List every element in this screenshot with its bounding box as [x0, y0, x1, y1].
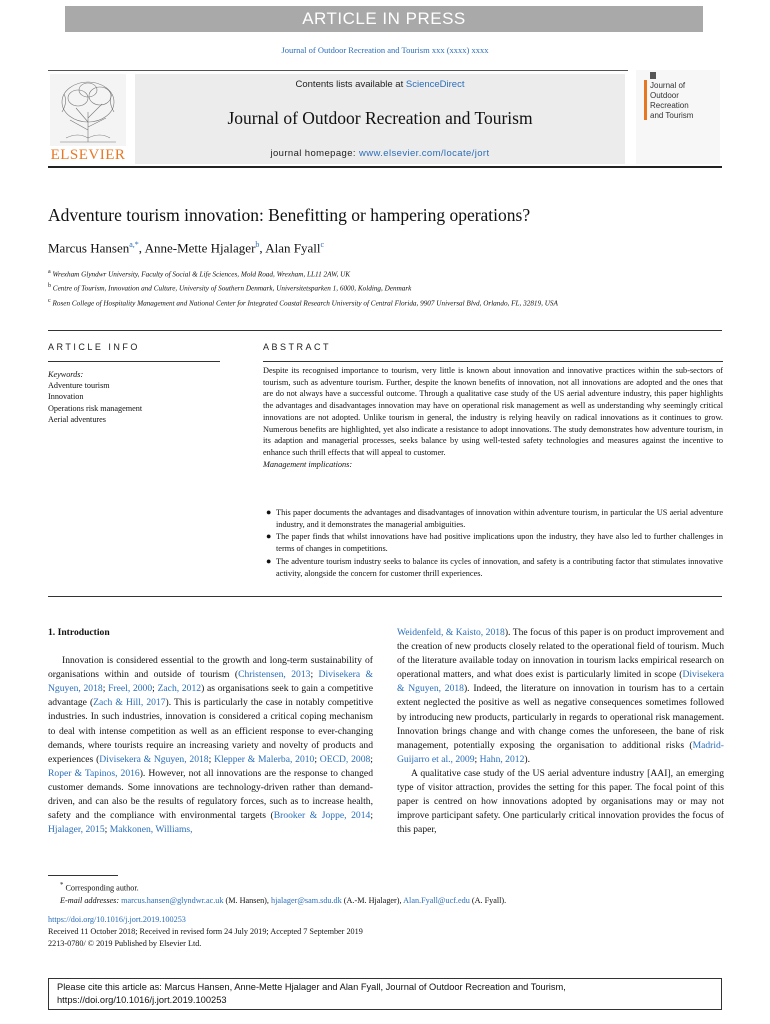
- contents-prefix: Contents lists available at: [295, 79, 406, 90]
- citation-link[interactable]: Klepper & Malerba, 2010: [214, 753, 315, 765]
- paragraph-text: ;: [370, 810, 373, 822]
- paragraph-text: ) as organisations seek to gain a competitive advantage (: [48, 683, 373, 709]
- affiliation-text: Centre of Tourism, Innovation and Culture, University of Southern Denmark, Universitetsparken 1, 6000, Kolding, Denmark: [52, 284, 412, 293]
- email-owner: (A. Fyall).: [469, 895, 507, 905]
- email-owner: (A.-M. Hjalager),: [341, 895, 404, 905]
- author-name: Anne-Mette Hjalager: [144, 240, 256, 256]
- paragraph-text: ). The focus of this paper is on product improvement and the creation of new products closely related to the operational field of tourism. Much of the literature available today on innovation in tourism lacks empirical research on operational matters, and what does exist is particularly limited in scope (: [397, 627, 724, 681]
- journal-homepage-link[interactable]: www.elsevier.com/locate/jort: [359, 148, 490, 159]
- management-implications-list: [263, 507, 723, 580]
- email-link[interactable]: Alan.Fyall@ucf.edu: [403, 895, 470, 905]
- keywords-block: [48, 369, 228, 425]
- email-label: E-mail addresses:: [60, 895, 120, 905]
- citation-link[interactable]: Roper & Tapinos, 2016: [48, 767, 140, 779]
- doi-link[interactable]: https://doi.org/10.1016/j.jort.2019.100253: [48, 914, 186, 924]
- header-rule-top: [48, 70, 628, 71]
- bullet-text: The adventure tourism industry seeks to balance its cycles of innovation, and safety is a contributing factor that stimulates innovative activity, alongside the concern for customer thrill experiences.: [276, 556, 723, 578]
- article-info-heading: ARTICLE INFO: [48, 342, 140, 352]
- keyword: Aerial adventures: [48, 414, 106, 424]
- citation-link[interactable]: Freel, 2000: [108, 683, 153, 695]
- bullet-text: This paper documents the advantages and disadvantages of innovation within adventure tourism, in particular the US aerial adventure industry, and it demonstrates the managerial ambiguities.: [276, 508, 723, 529]
- paragraph-text: Innovation is considered essential to the growth and long-term sustainability of organisations within and outside of tourism (: [48, 655, 373, 681]
- paragraph-text: ;: [474, 753, 480, 765]
- affiliation-sup: a: [48, 269, 51, 275]
- bullet-icon: ●: [266, 555, 272, 566]
- article-title: Adventure tourism innovation: Benefitting or hampering operations?: [48, 205, 531, 225]
- citation-doi[interactable]: https://doi.org/10.1016/j.jort.2019.100253: [57, 995, 227, 1005]
- elsevier-wordmark: ELSEVIER: [50, 147, 126, 163]
- list-item: [263, 556, 723, 579]
- cover-title: Journal of Outdoor Recreation and Tourism: [650, 81, 694, 120]
- citation-box: [48, 978, 722, 1010]
- received-dates: Received 11 October 2018; Received in revised form 24 July 2019; Accepted 7 September 2019: [48, 926, 363, 936]
- email-link[interactable]: hjalager@sam.sdu.dk: [271, 895, 342, 905]
- divider: [48, 596, 722, 597]
- management-implications-label: Management implications:: [263, 459, 353, 469]
- issn-copyright: 2213-0780/ © 2019 Published by Elsevier Ltd.: [48, 938, 202, 948]
- homepage-line: [135, 148, 625, 159]
- cover-mark-icon: [650, 72, 656, 79]
- footnote-rule: [48, 875, 118, 876]
- author-affiliation-link[interactable]: c: [320, 240, 325, 249]
- affiliation-text: Rosen College of Hospitality Management and National Center for Integrated Coastal Research University of Central Florida, 9907 Universal Blvd, Orlando, FL, 32819, USA: [52, 299, 558, 308]
- abstract-text: [263, 365, 723, 470]
- keywords-label: Keywords:: [48, 370, 84, 379]
- journal-reference[interactable]: Journal of Outdoor Recreation and Tourism xxx (xxxx) xxxx: [281, 45, 489, 55]
- affiliation-sup: b: [48, 283, 51, 290]
- affiliation-sup: c: [48, 297, 51, 304]
- paragraph-text: ;: [104, 824, 110, 836]
- list-item: [263, 507, 723, 530]
- author-affiliation-link[interactable]: a,*: [129, 240, 139, 249]
- citation-link[interactable]: Divisekera & Nguyen, 2018: [99, 753, 209, 765]
- journal-name: Journal of Outdoor Recreation and Tourism: [227, 108, 533, 128]
- paragraph-text: ;: [370, 753, 373, 765]
- affiliations: [48, 266, 728, 309]
- citation-line: Please cite this article as: Marcus Hansen, Anne-Mette Hjalager and Alan Fyall, Journal of Outdoor Recreation and Tourism,: [57, 982, 566, 992]
- body-column-left: [48, 626, 373, 837]
- citation-link[interactable]: Hahn, 2012: [479, 753, 525, 765]
- citation-link[interactable]: Hjalager, 2015: [48, 824, 105, 836]
- paragraph-text: ;: [102, 683, 109, 695]
- citation-link[interactable]: OECD, 2008: [319, 753, 371, 765]
- body-paragraph: A qualitative case study of the US aerial adventure industry [AAI], an emerging type of visitor attraction, provides the setting for this paper. The focal point of this paper is centred on how innovations adopted by organisations may or may not improve participant safety. One particularly critical innovation provides the focus of this paper,: [397, 767, 724, 836]
- paragraph-text: ). However, not all innovations are the response to changed customer demands. Some innovations are technology-driven rather than demand-driven, and can also be the results of regulatory forces, such as to increase health, safety and the compliance with environmental targets (: [48, 767, 373, 822]
- abstract-heading: ABSTRACT: [263, 342, 332, 352]
- citation-link[interactable]: Divisekera & Nguyen, 2018: [48, 669, 373, 695]
- paragraph-text: ).: [524, 753, 530, 765]
- footnote-sup: *: [60, 882, 64, 889]
- header-rule-bottom: [48, 166, 722, 168]
- citation-link[interactable]: Zach, 2012: [157, 683, 202, 695]
- paragraph-text: ;: [314, 753, 320, 765]
- citation-link[interactable]: Makkonen, Williams,: [109, 824, 193, 836]
- email-link[interactable]: marcus.hansen@glyndwr.ac.uk: [121, 895, 224, 905]
- keyword: Adventure tourism: [48, 381, 110, 391]
- paragraph-text: ). Indeed, the literature on innovation in tourism has to a certain extent neglected the positive as well as negative consequences sometimes followed by introducing new products, particularly in regards to operational risk management. Innovation brings change and with change comes the unforeseen, the bane of risk management, potentially exposing the organisation to additional risks (: [397, 683, 724, 751]
- affiliation: [48, 280, 728, 294]
- corresponding-text: Corresponding author.: [65, 883, 139, 893]
- body-paragraph: [48, 654, 373, 837]
- paragraph-text: ;: [152, 683, 158, 695]
- keyword: Innovation: [48, 392, 84, 402]
- body-column-right: [397, 626, 724, 837]
- affiliation: [48, 295, 728, 309]
- corresponding-author-note: [48, 880, 728, 895]
- doi-block: [48, 914, 728, 950]
- cover-accent-bar: [644, 80, 647, 120]
- keyword: Operations risk management: [48, 403, 143, 413]
- paragraph-text: ;: [208, 753, 215, 765]
- citation-link[interactable]: Divisekera & Nguyen, 2018: [397, 669, 724, 695]
- journal-cover-thumbnail: [636, 70, 720, 164]
- author-list: Marcus Hansen$^{a,*}$, Anne-Mette Hjalager$^b$, Alan Fyall$^c$: [48, 240, 325, 256]
- author-name: Alan Fyall: [265, 240, 321, 256]
- citation-link[interactable]: Weidenfeld, & Kaisto, 2018: [397, 627, 505, 638]
- list-item: [263, 531, 723, 554]
- citation-link[interactable]: Madrid-Guijarro et al., 2009: [397, 739, 724, 765]
- citation-link[interactable]: Zach & Hill, 2017: [93, 697, 166, 709]
- author-affiliation-link[interactable]: b: [255, 240, 260, 249]
- author-name: Marcus Hansen: [48, 240, 130, 256]
- footnotes: [48, 880, 728, 950]
- paragraph-text: ). This is particularly the case in notably competitive industries. In such industries, innovation is considered a critical coping mechanism to deal with intense competition as well as an efficient response to ever-changing demands, where tourists require an increasing variety and novelty of products and experiences (: [48, 697, 373, 765]
- bullet-icon: ●: [266, 531, 272, 542]
- section-heading: 1. Introduction: [48, 627, 110, 638]
- journal-header-box: [135, 74, 625, 164]
- divider: [263, 361, 723, 362]
- divider: [48, 361, 220, 362]
- paragraph-text: ;: [310, 669, 319, 681]
- contents-line: [135, 79, 625, 90]
- citation-link[interactable]: Brooker & Joppe, 2014: [273, 810, 371, 822]
- bullet-icon: ●: [266, 507, 272, 517]
- sciencedirect-link[interactable]: ScienceDirect: [405, 79, 465, 90]
- homepage-prefix: journal homepage:: [270, 148, 359, 159]
- body-paragraph: [397, 626, 724, 767]
- article-in-press-banner: ARTICLE IN PRESS: [65, 6, 703, 32]
- citation-link[interactable]: Christensen, 2013: [238, 669, 311, 681]
- bullet-text: The paper finds that whilst innovations have had positive implications upon the industry, they have also led to further challenges in terms of changes in competitions.: [276, 532, 723, 554]
- affiliation: [48, 266, 728, 280]
- email-addresses: [48, 895, 728, 907]
- email-owner: (M. Hansen),: [223, 895, 271, 905]
- affiliation-text: Wrexham Glyndwr University, Faculty of Social & Life Sciences, Mold Road, Wrexham, LL11 2AW, UK: [52, 270, 351, 279]
- divider: [48, 330, 722, 331]
- abstract-paragraph: Despite its recognised importance to tourism, very little is known about innovation and innovative practices within the sub-sectors of tourism, such as adventure tourism. Further, despite the known benefits of innovation, not all innovations are adopted and the ones that are do not always have a successful outcome. Through a qualitative case study of the US aerial adventure industry, this paper highlights the advantages and disadvantages innovation may have on operational risk management as well as understanding why seemingly critical innovations are not adopted. Unlike tourism in general, the industry is relying heavily on radical innovations as it continues to grow. Numerous benefits are highlighted, yet also indicate a resistance to adopt innovations. The study demonstrates how adventure tourism, in its adaption and managerial processes, seeks balance by using well-tested safety technologies and measures against the incentive to enhance such thrill effects that will appeal to customer.: [263, 366, 723, 457]
